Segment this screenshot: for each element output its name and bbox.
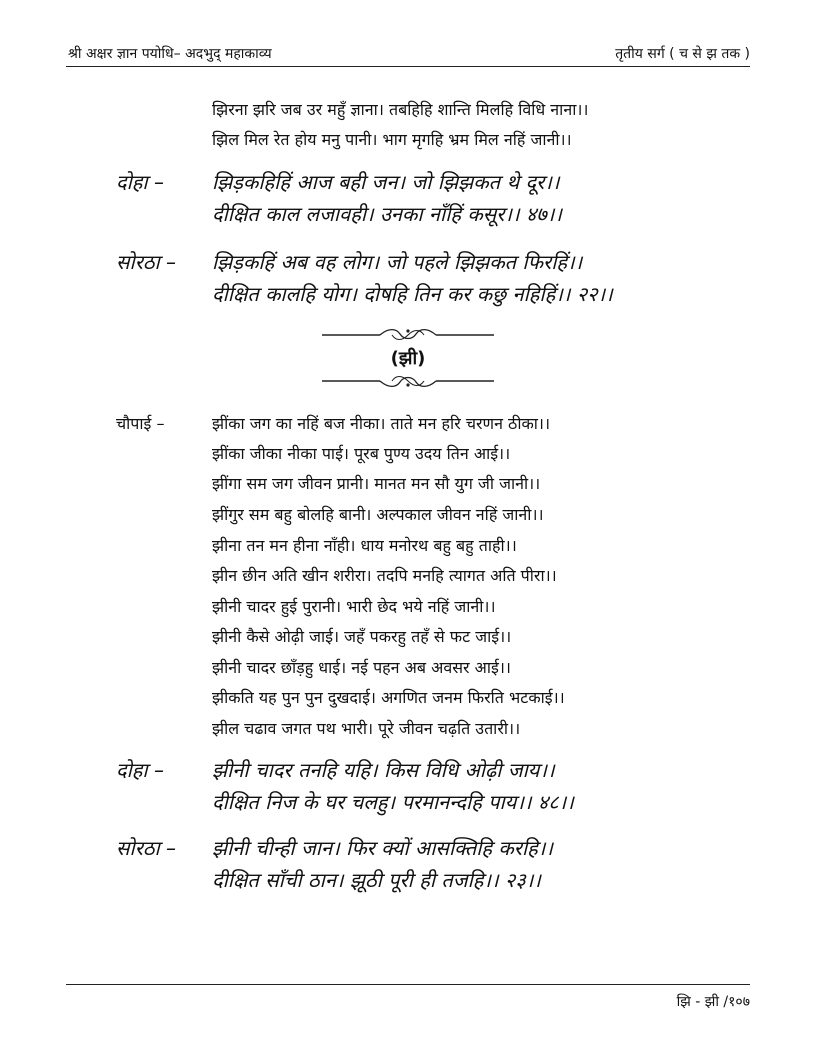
section-heading: (झी)	[390, 348, 426, 369]
chaupai-label: चौपाई –	[116, 414, 165, 433]
chaupai-line: झीन छीन अति खीन शरीरा। तदपि मनहि त्यागत अति पीरा।।	[212, 566, 557, 585]
chaupai-line: झील चढाव जगत पथ भारी। पूरे जीवन चढ़ति उतारी।।	[212, 719, 521, 738]
chaupai-line: झींगुर सम बहु बोलहि बानी। अल्पकाल जीवन नहिं जानी।।	[212, 505, 544, 524]
chaupai-line: झींका जीका नीका पाई। पूरब पुण्य उदय तिन आई।।	[212, 444, 511, 463]
verse-line: झिल मिल रेत होय मनु पानी। भाग मृगहि भ्रम मिल नहिं जानी।।	[212, 130, 572, 149]
sortha-label: सोरठा –	[116, 250, 177, 274]
chaupai-line: झीना तन मन हीना नाँही। धाय मनोरथ बहु बहु ताही।।	[212, 536, 517, 555]
doha-line: दीक्षित निज के घर चलहु। परमानन्दहि पाय।। ४८।।	[212, 790, 574, 814]
doha-line: झिड़कहिहिं आज बही जन। जो झिझकत थे दूर।।	[212, 170, 560, 194]
doha-line: झीनी चादर तनहि यहि। किस विधि ओढ़ी जाय।।	[212, 758, 555, 782]
footer-rule	[66, 984, 750, 985]
chaupai-line: झींका जग का नहिं बज नीका। ताते मन हरि चरणन ठीका।।	[212, 414, 551, 433]
sortha-line: दीक्षित कालहि योग। दोषहि तिन कर कछु नहिहिं।। २२।।	[212, 282, 613, 306]
doha-line: दीक्षित काल लजावही। उनका नाँहिं कसूर।। ४७।।	[212, 202, 562, 226]
ornament-divider-bottom	[322, 372, 494, 390]
sortha-line: झीनी चीन्ही जान। फिर क्यों आसक्तिहि करहि।।	[212, 836, 553, 860]
chaupai-line: झीनी कैसे ओढ़ी जाई। जहँ पकरहु तहँ से फट जाई।।	[212, 627, 512, 646]
chaupai-line: झीकति यह पुन पुन दुखदाई। अगणित जनम फिरति भटकाई।।	[212, 688, 565, 707]
header-title: श्री अक्षर ज्ञान पयोधि– अदभुद् महाकाव्य	[68, 46, 272, 62]
doha-label: दोहा –	[116, 758, 164, 782]
page-number: झि - झी /१०७	[676, 994, 750, 1010]
verse-line: झिरना झरि जब उर महुँ ज्ञाना। तबहिहि शान्ति मिलहि विधि नाना।।	[212, 100, 589, 119]
chaupai-line: झींगा सम जग जीवन प्रानी। मानत मन सौ युग जी जानी।।	[212, 474, 541, 493]
ornament-divider-top	[322, 326, 494, 344]
sortha-line: दीक्षित साँची ठान। झूठी पूरी ही तजहि।। २३।।	[212, 868, 541, 892]
sortha-label: सोरठा –	[116, 836, 177, 860]
chaupai-line: झीनी चादर छाँड़हु धाई। नई पहन अब अवसर आई।।	[212, 658, 511, 677]
doha-label: दोहा –	[116, 170, 164, 194]
chaupai-line: झीनी चादर हुई पुरानी। भारी छेद भये नहिं जानी।।	[212, 597, 496, 616]
sortha-line: झिड़कहिं अब वह लोग। जो पहले झिझकत फिरहिं।।	[212, 250, 583, 274]
header-rule	[66, 66, 750, 67]
header-chapter: तृतीय सर्ग ( च से झ तक )	[615, 46, 750, 62]
